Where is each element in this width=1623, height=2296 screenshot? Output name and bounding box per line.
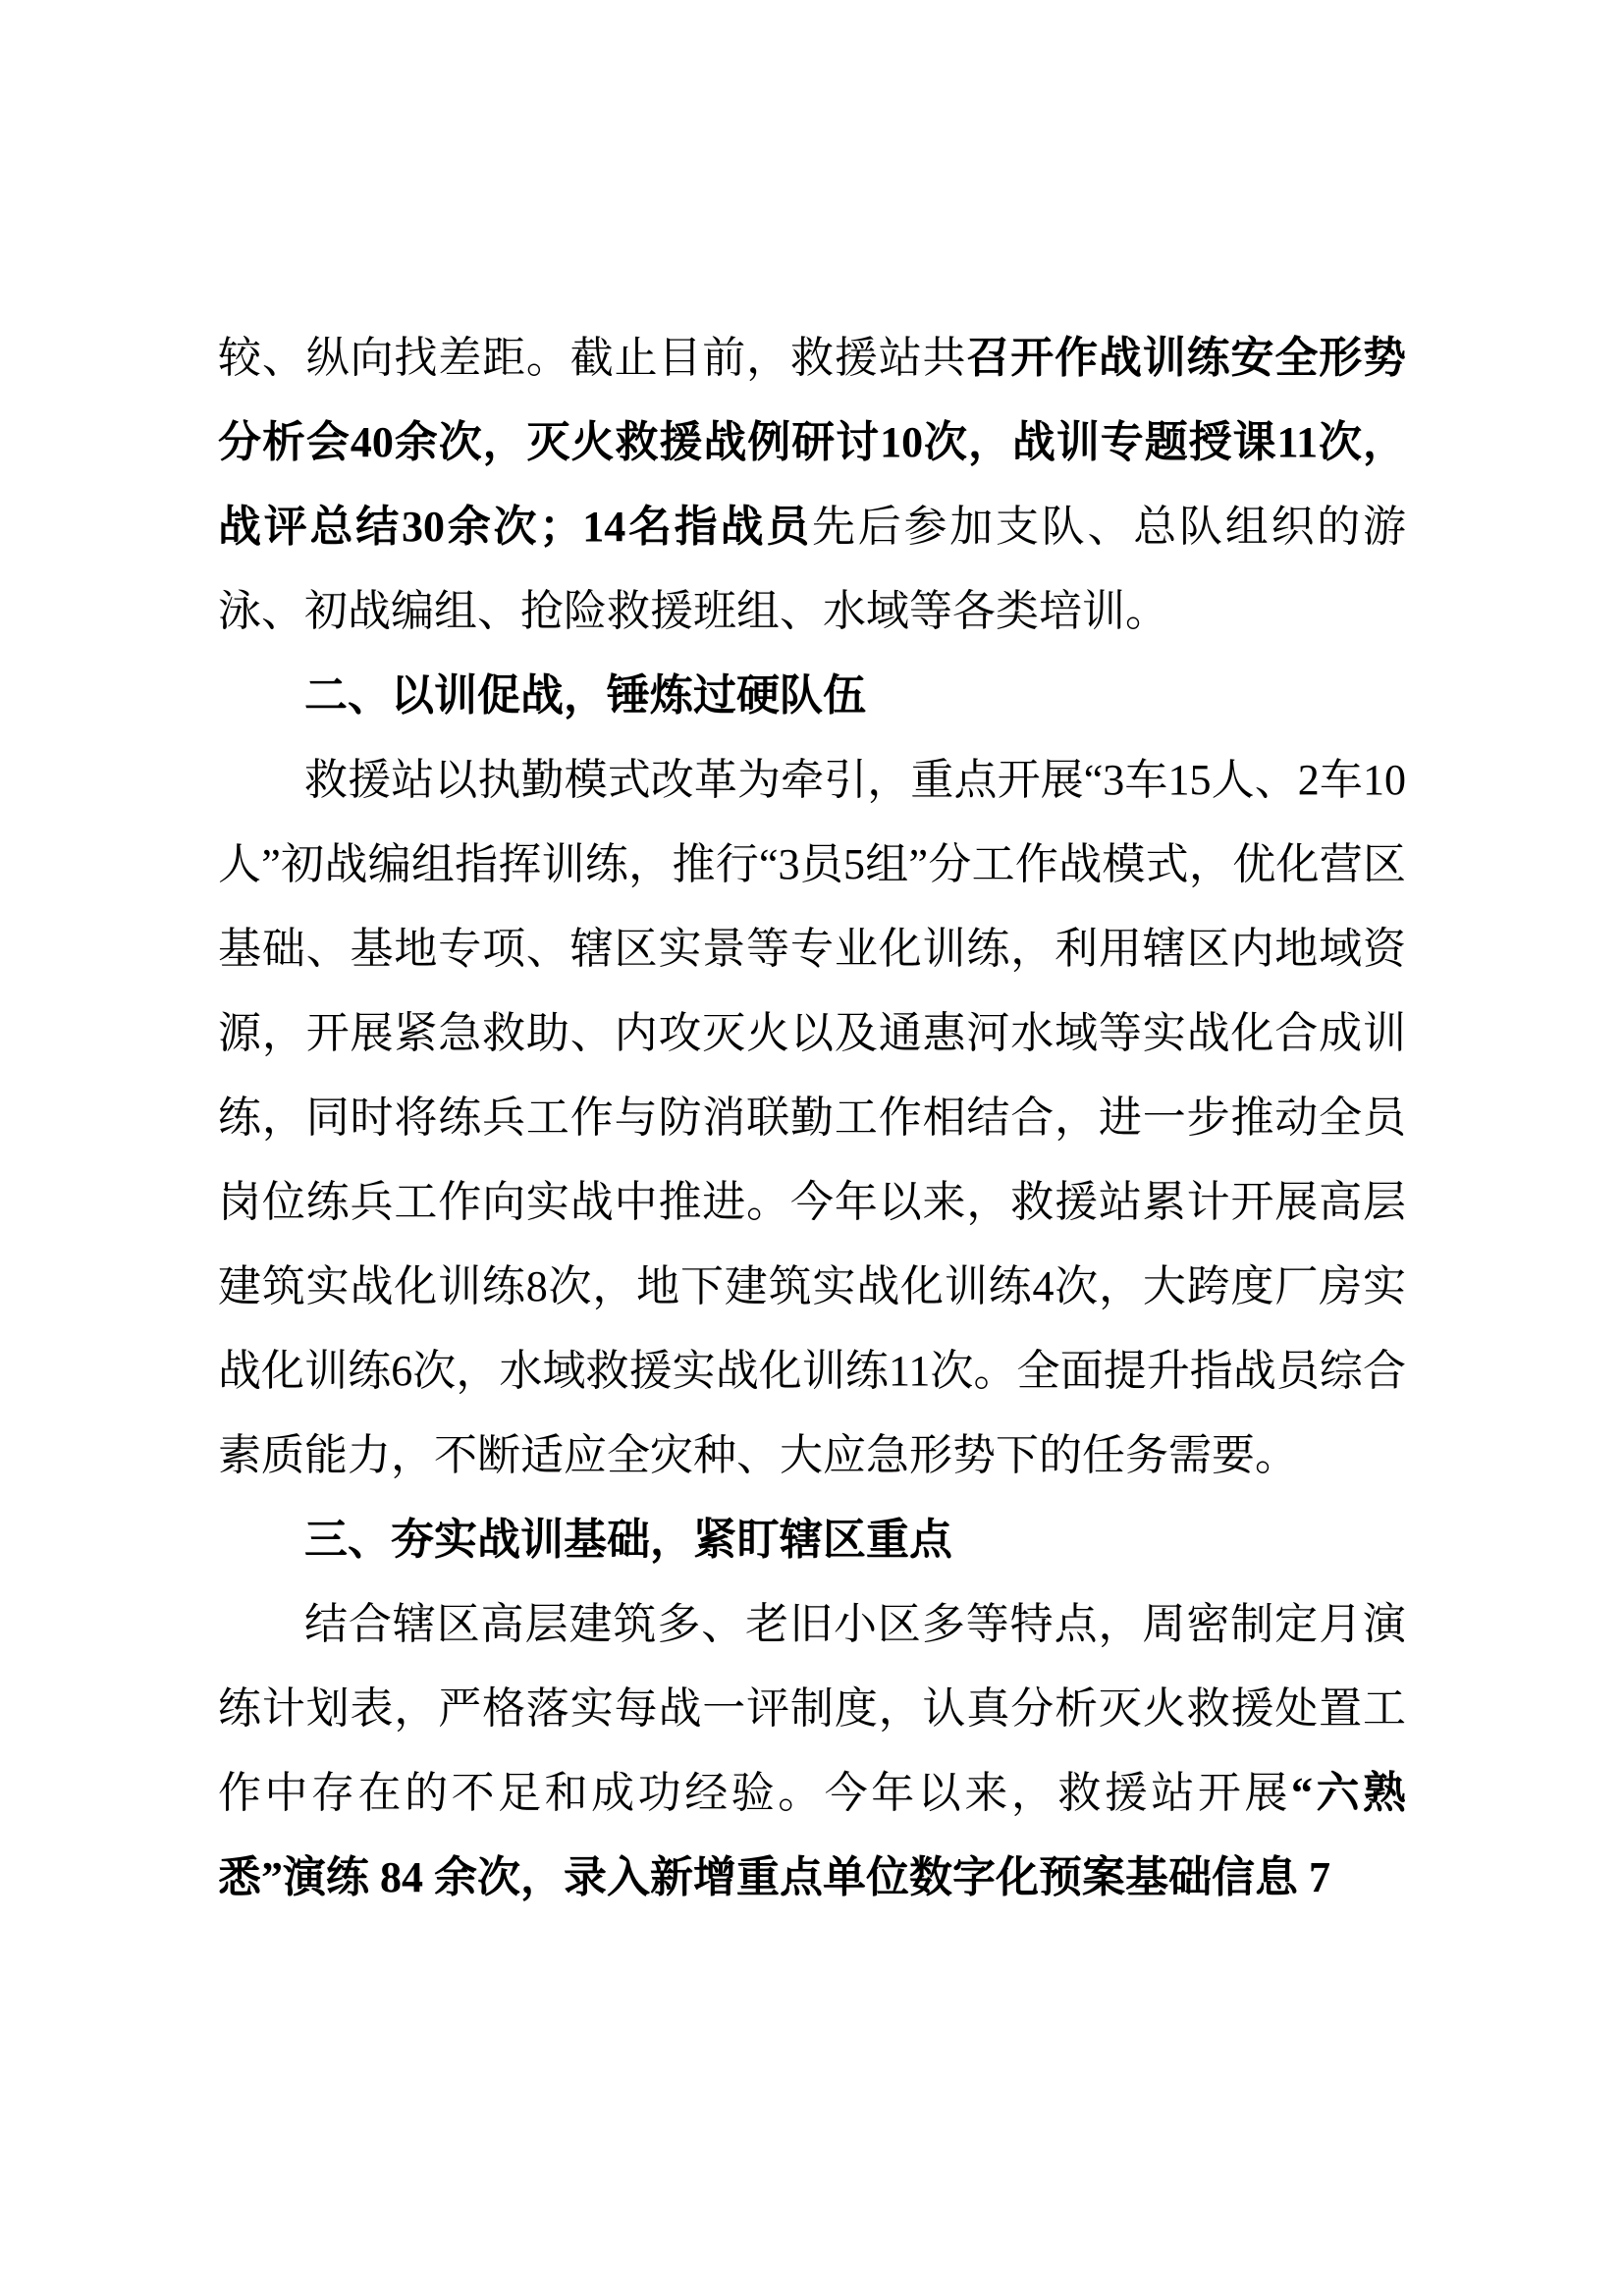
bold-text-run: 二、以训促战，锤炼过硬队伍 — [304, 671, 866, 720]
text-run: 救援站以执勤模式改革为牵引，重点开展“3车15人、2车10人”初战编组指挥训练，推行“3员5组”分工作战模式，优化营区基础、基地专项、辖区实景等专业化训练，利用辖区内地域资源，开展紧急救助、内攻灭火以及通惠河水域等实战化合成训练，同时将练兵工作与防消联勤工作相结合，进一步推动全员岗位练兵工作向实战中推进。今年以来，救援站累计开展高层建筑实战化训练8次，地下建筑实战化训练4次，大跨度厂房实战化训练6次，水域救援实战化训练11次。全面提升指战员综合素质能力，不断适应全灾种、大应急形势下的任务需要。 — [218, 756, 1406, 1479]
bold-text-run: 召开作战训练安全形势分析会40余次，灭火救援战例研讨10次，战训专题授课11次，战评总结30余次；14名指战员 — [218, 334, 1407, 551]
document-body — [218, 316, 1406, 1920]
text-run: 结合辖区高层建筑多、老旧小区多等特点，周密制定月演练计划表，严格落实每战一评制度，认真分析灭火救援处置工作中存在的不足和成功经验。今年以来，救援站开展 — [218, 1600, 1406, 1817]
text-run: 先后参加支队、总队组织的游泳、初战编组、抢险救援班组、水域等各类培训。 — [218, 503, 1406, 635]
paragraph — [218, 738, 1406, 1498]
section-heading — [218, 654, 1406, 738]
paragraph — [218, 1582, 1406, 1920]
bold-text-run: “六熟悉”演练 84 余次，录入新增重点单位数字化预案基础信息 7 — [218, 1769, 1407, 1901]
bold-text-run: 三、夯实战训基础，紧盯辖区重点 — [304, 1516, 952, 1564]
paragraph — [218, 316, 1406, 654]
text-run: 较、纵向找差距。截止目前，救援站共 — [218, 334, 967, 382]
section-heading — [218, 1498, 1406, 1582]
